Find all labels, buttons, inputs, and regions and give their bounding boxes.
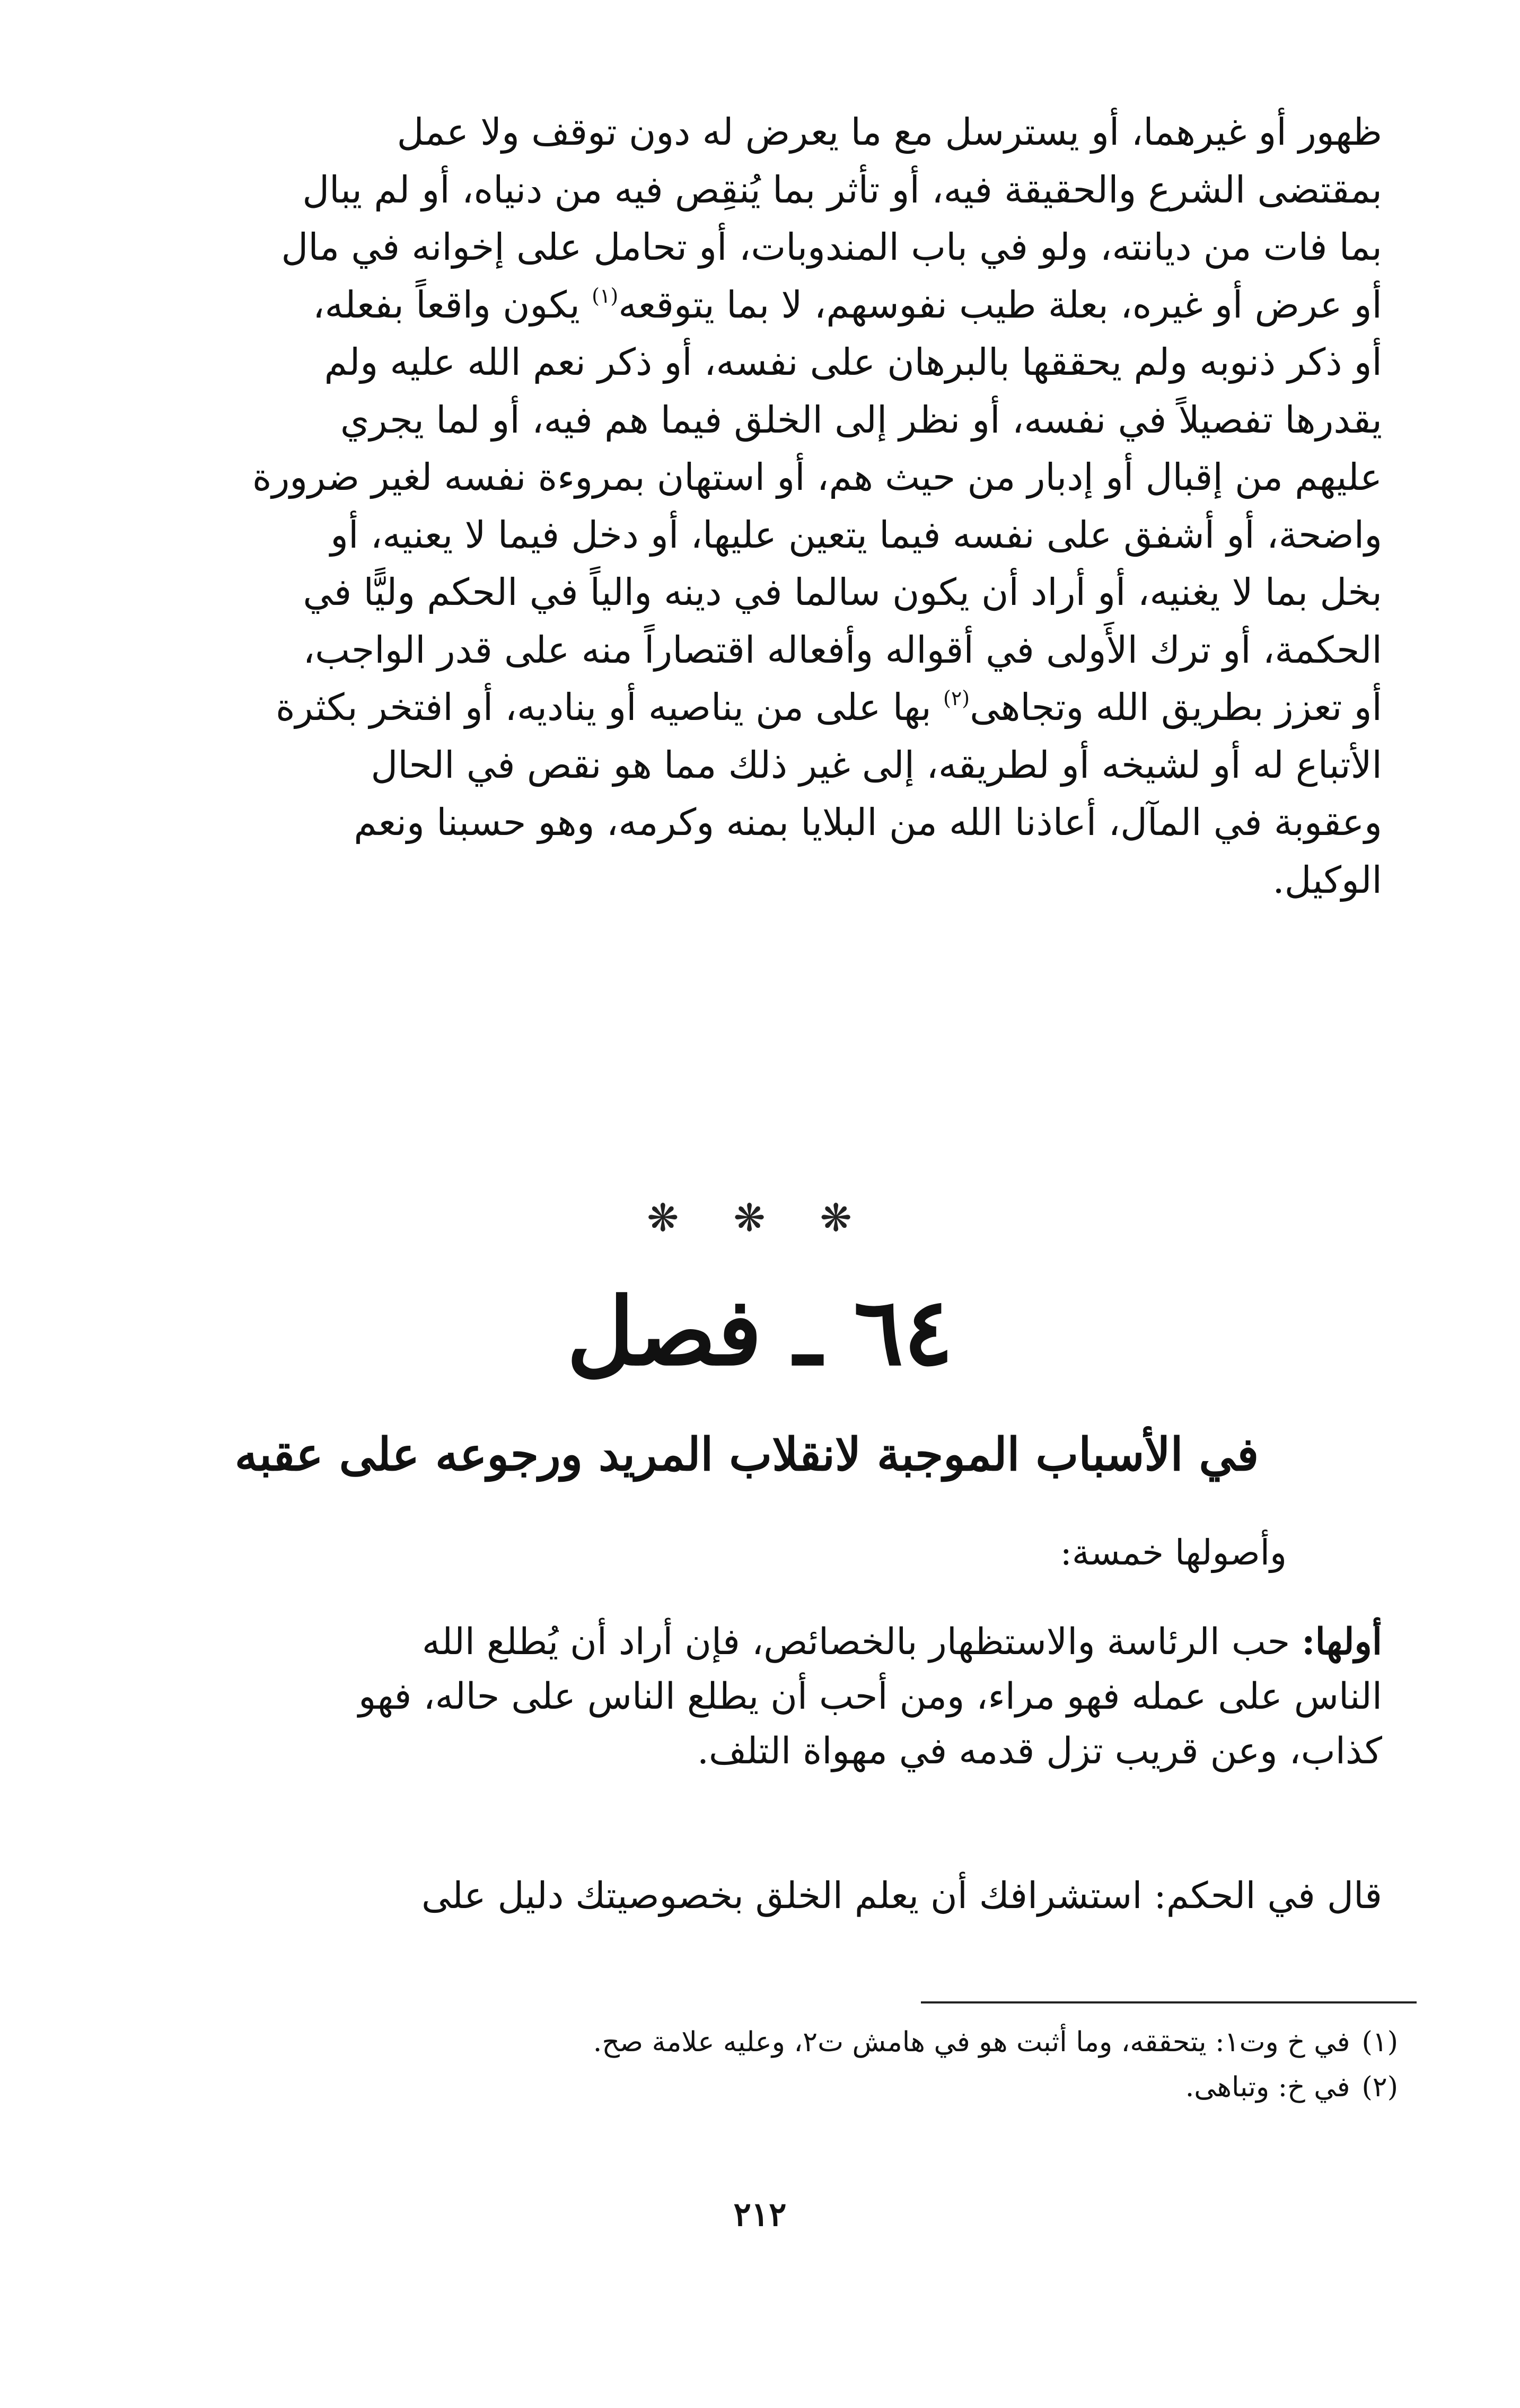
text-segment: أو تعزز بطريق الله وتجاهى (970, 686, 1382, 729)
text-line: الناس على عمله فهو مراء، ومن أحب أن يطلع الناس على حاله، فهو (358, 1675, 1382, 1718)
intro-line: وأصولها خمسة: (1060, 1532, 1287, 1573)
text-line: أو ذكر ذنوبه ولم يحققها بالبرهان على نفسه، أو ذكر نعم الله عليه ولم (324, 340, 1382, 384)
footnote-number: (٢) (1361, 2071, 1398, 2103)
chapter-heading: ٦٤ ـ فصل (566, 1278, 954, 1386)
text-line (37, 276, 1382, 334)
body-paragraph (37, 103, 1382, 909)
text-segment: يكون واقعاً بفعله، (312, 283, 580, 327)
lead-word: أولها: (1302, 1620, 1382, 1663)
text-segment: حب الرئاسة والاستظهار بالخصائص، فإن أراد أن يُطلع الله (421, 1621, 1290, 1663)
text-line: بمقتضى الشرع والحقيقة فيه، أو تأثر بما يُنقِص فيه من دنياه، أو لم يبال (302, 168, 1382, 212)
text-line: وعقوبة في المآل، أعاذنا الله من البلايا بمنه وكرمه، وهو حسبنا ونعم (354, 801, 1382, 844)
text-line: عليهم من إقبال أو إدبار من حيث هم، أو استهان بمروءة نفسه لغير ضرورة (252, 455, 1382, 499)
text-line: الأتباع له أو لشيخه أو لطريقه، إلى غير ذلك مما هو نقص في الحال (371, 743, 1382, 787)
text-line (37, 1614, 1382, 1669)
footnote-number: (١) (1361, 2026, 1398, 2058)
chapter-title: في الأسباب الموجبة لانقلاب المريد ورجوعه على عقبه (234, 1428, 1259, 1481)
text-line: ظهور أو غيرهما، أو يسترسل مع ما يعرض له دون توقف ولا عمل (397, 110, 1382, 154)
text-segment: بها على من يناصيه أو يناديه، أو افتخر بكثرة (275, 686, 932, 729)
text-line: بما فات من ديانته، ولو في باب المندوبات، أو تحامل على إخوانه في مال (281, 225, 1382, 269)
text-line (37, 679, 1382, 736)
footnote-item (159, 2020, 1398, 2065)
footnotes (159, 2020, 1398, 2110)
footnote-text: في خ وت١: يتحققه، وما أثبت هو في هامش ت٢، وعليه علامة صح. (593, 2026, 1350, 2058)
text-line: واضحة، أو أشفق على نفسه فيما يتعين عليها، أو دخل فيما لا يعنيه، أو (330, 513, 1382, 557)
section-separator: ❋ ❋ ❋ (647, 1196, 873, 1240)
paragraph-first-cause (37, 1614, 1382, 1779)
text-line: بخل بما لا يغنيه، أو أراد أن يكون سالما في دينه والياً في الحكم وليًّا في (303, 570, 1382, 614)
footnote-text: في خ: وتباهى. (1185, 2071, 1350, 2103)
text-line: الوكيل. (1272, 858, 1382, 902)
text-line: الحكمة، أو ترك الأَولى في أقواله وأفعاله اقتصاراً منه على قدر الواجب، (303, 628, 1382, 672)
text-line: كذاب، وعن قريب تزل قدمه في مهواة التلف. (697, 1730, 1382, 1772)
text-segment: أو عرض أو غيره، بعلة طيب نفوسهم، لا بما يتوقعه (618, 283, 1382, 327)
text-line: يقدرها تفصيلاً في نفسه، أو نظر إلى الخلق فيما هم فيه، أو لما يجري (340, 398, 1382, 442)
footnote-marker: (١) (592, 284, 619, 307)
footnote-divider (921, 2001, 1417, 2003)
paragraph-quote (37, 1869, 1382, 1923)
footnote-item (159, 2065, 1398, 2110)
footnote-marker: (٢) (943, 687, 970, 710)
text-line: قال في الحكم: استشرافك أن يعلم الخلق بخصوصيتك دليل على (421, 1875, 1382, 1917)
page-number: ٢١٢ (733, 2195, 787, 2234)
